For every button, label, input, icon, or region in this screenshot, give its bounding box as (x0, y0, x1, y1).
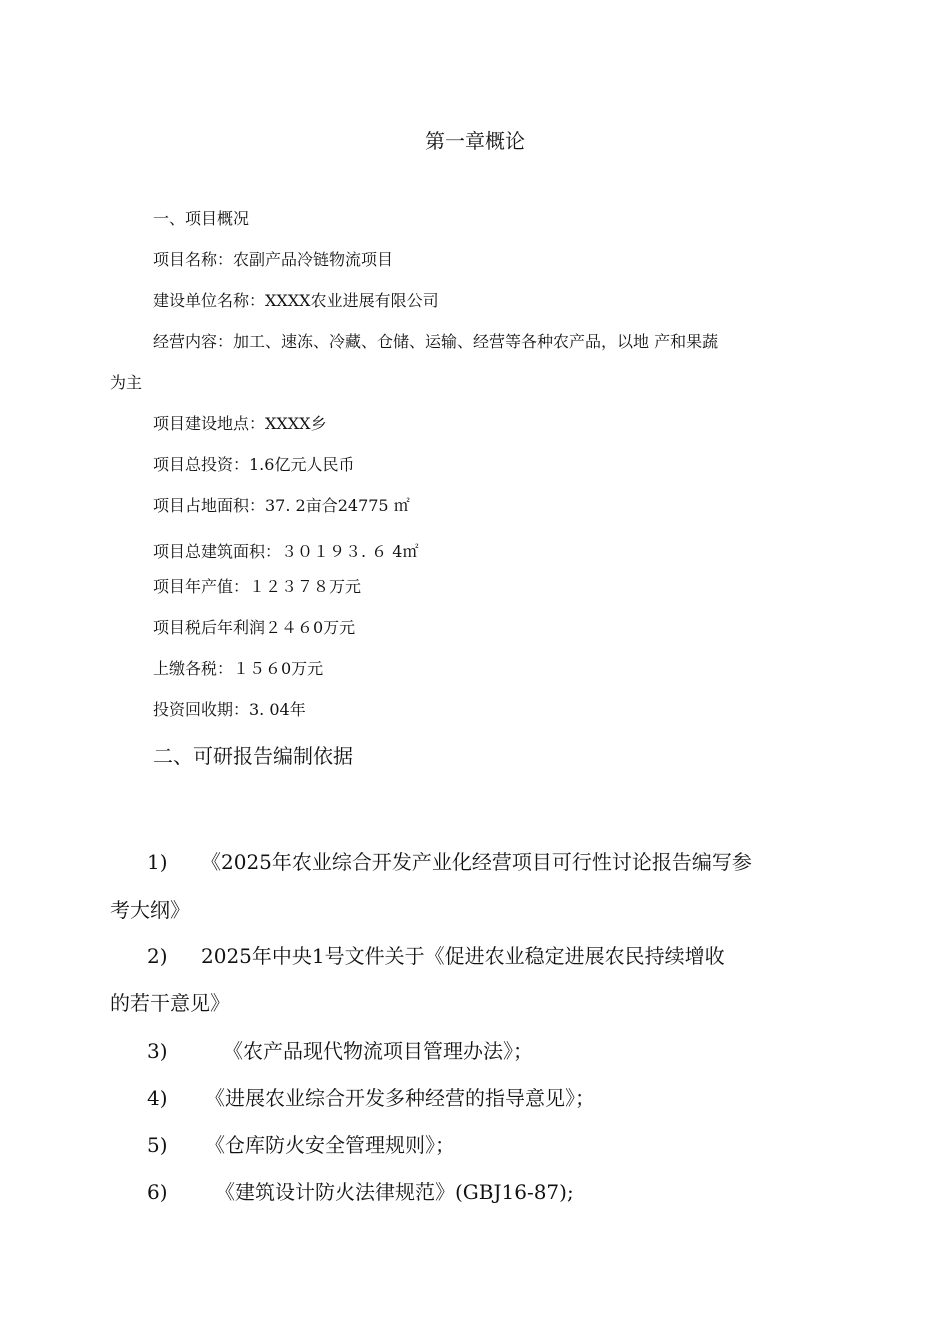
reference-text: 《仓库防火安全管理规则》； (205, 1133, 455, 1157)
field-land-area: 项目占地面积：37. 2亩合24775 ㎡ (153, 496, 410, 515)
field-building-area: 项目总建筑面积：３０１９３. ６ 4㎡ (153, 542, 419, 561)
reference-item-1-cont: 考大纲》 (110, 898, 190, 922)
reference-item-5 (147, 1130, 847, 1160)
field-business-scope: 经营内容：加工、速冻、冷藏、仓储、运输、经营等各种农产品，以地 产和果蔬 (153, 332, 719, 351)
reference-number: 6) (147, 1180, 168, 1204)
reference-item-3 (147, 1036, 847, 1066)
reference-item-1 (147, 847, 847, 877)
reference-number: 1) (147, 850, 168, 874)
field-annual-output: 项目年产值：１２３７８万元 (153, 577, 362, 596)
reference-text: 《2025年农业综合开发产业化经营项目可行性讨论报告编写参 (201, 850, 752, 874)
field-builder-name: 建设单位名称：XXXX农业进展有限公司 (153, 291, 439, 310)
reference-item-2-cont: 的若干意见》 (110, 991, 230, 1015)
reference-item-2 (147, 941, 847, 971)
field-after-tax-profit: 项目税后年利润２４６0万元 (153, 618, 356, 637)
reference-text: 《农产品现代物流项目管理办法》； (223, 1039, 533, 1063)
field-taxes: 上缴各税：１５６0万元 (153, 659, 324, 678)
section-heading-overview: 一、项目概况 (153, 209, 250, 228)
reference-text: 《建筑设计防火法律规范》(GBJ16-87); (215, 1180, 574, 1204)
reference-text: 2025年中央1号文件关于《促进农业稳定进展农民持续增收 (201, 944, 725, 968)
section-heading-basis: 二、可研报告编制依据 (153, 744, 353, 768)
field-location: 项目建设地点：XXXX乡 (153, 414, 327, 433)
reference-item-4 (147, 1083, 847, 1113)
field-project-name: 项目名称：农副产品冷链物流项目 (153, 250, 394, 269)
reference-number: 5) (147, 1133, 168, 1157)
reference-number: 4) (147, 1086, 168, 1110)
field-total-investment: 项目总投资：1.6亿元人民币 (153, 455, 355, 474)
chapter-title: 第一章概论 (425, 129, 525, 153)
field-business-scope-cont: 为主 (110, 373, 143, 392)
reference-text: 《进展农业综合开发多种经营的指导意见》； (205, 1086, 595, 1110)
reference-number: 2) (147, 944, 168, 968)
reference-number: 3) (147, 1039, 168, 1063)
field-payback-period: 投资回收期：3. 04年 (153, 700, 306, 719)
reference-item-6 (147, 1177, 847, 1207)
